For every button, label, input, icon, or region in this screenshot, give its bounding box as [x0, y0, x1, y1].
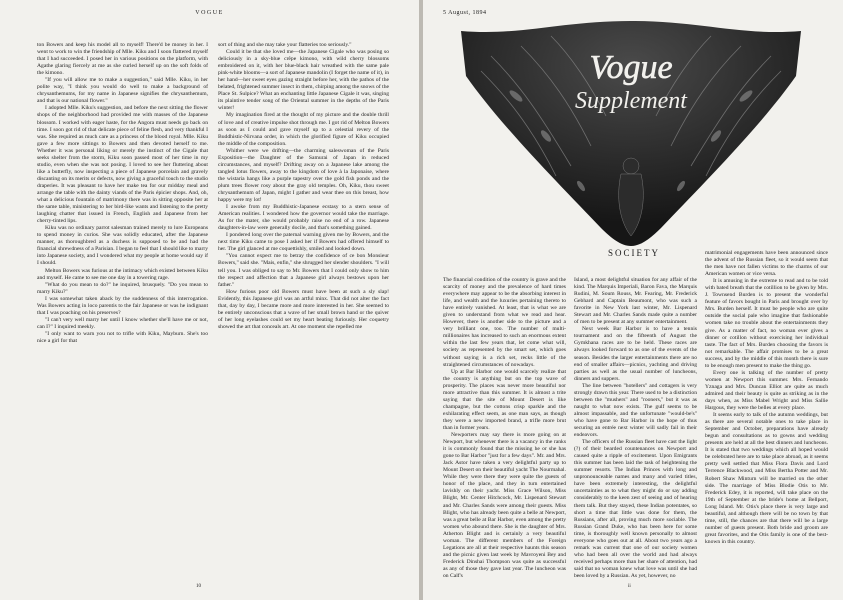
right-column-3: [705, 250, 828, 582]
paragraph: I was somewhat taken aback by the suddenness of this interrogation. Was Bowers acting in loco parentis to the fair Japanese or was he indignant that I was poaching on his preserves?: [37, 295, 208, 316]
section-title: SOCIETY: [608, 248, 660, 258]
paragraph: The financial condition of the country is grave and the scarcity of money and the prevalence of hard times everywhere may appear to be the absorbing interest in life, and wealth and the luxuries pertaining thereto to have entirely vanished. At least, that is what we are given to understand from what we read and hear. However, there is another side to the picture and a very brilliant one, too. The number of multi-millionaires has increased to such an enormous extent within the last few years that, let come what will, society as represented by the smart set, which goes without saying is a rich set, recks little of the straightened circumstances of nowadays.: [443, 277, 566, 368]
running-head: VOGUE: [195, 10, 224, 16]
paragraph: Every one is talking of the number of pretty women at Newport this summer. Mrs. Fernando Yznaga and Mrs. Duncan Elliot are quite as much admired and their beauty is quite as striking as in the days when, as Miss Mabel Wright and Miss Sallie Hargous, they were the belles at every place.: [705, 369, 828, 412]
paragraph: Next week Bar Harbor is to have a tennis tournament and on the fifteenth of August the Gymkhana races are to be held. These races are always looked forward to as one of the events of the season. Besides the larger entertainments there are no end of smaller affairs—picnics, yachting and driving parties as well as the usual number of luncheons, dinners and suppers.: [574, 326, 697, 382]
paragraph: Up at Bar Harbor one would scarcely realize that the country is anything but on the top wave of prosperity. The places was never more beautiful nor more attractive than this summer. It is almost a trite saying that the site of Mount Desert is like champagne, but the cottons crisp sparkle and the exhilarating effect seem, as one man says, as though they were a new imported brand, a trifle more brut than in former years.: [443, 368, 566, 431]
supplement-banner-illustration: [461, 16, 801, 251]
paragraph: The officers of the Russian fleet have cast the light (?) of their bearded countenances on Newport and caused quite a ripple of excitement. Upon Emigrants this summer has been laid the task of heightening the summer resorts. The Indian Princes with long and unpronounceable names and many and varied titles, have been extremely interesting, the delightful uncertainties as to what they might do or say adding considerably to the keen zest of seeing and of hearing them talk. But they stayed, these Indian potentates, so short a time that little was done for them, the Russians, after all, proving much more sociable. The Russian Grand Duke, who has been here for some time, is thoroughly well known personally to almost everyone who goes out at all. About two years ago a remark was current that one of our society women who had been all over the world and had always received perhaps more than her share of attention, had said that no woman knew what love was until she had been loved by a Russian. As yet, however, no: [574, 439, 697, 579]
paragraph: matrimonial engagements have been announced since the advent of the Russian fleet, so it would seem that the men have not fallen victims to the charms of our American women or vice versa.: [705, 250, 828, 278]
paragraph: It is amusing in the extreme to read and to be told with bated breath that the cotillion to be given by Mrs. J. Townsend Burden is to present the wonderful feature of favors bought in Paris and brought over by Mrs. Burden herself. It must be people who are quite outside the social pale who imagine that fashionable women take no trouble about the entertainments they give. As a matter of fact, no woman ever gives a dinner or cotillon without exercising her individual taste. The fact of Mrs. Burden choosing the favors is not remarkable. The affair promises to be a great success, and by the middle of this month there is sure to be enough men present to make the thing go.: [705, 278, 828, 369]
right-column-1: [443, 277, 566, 582]
left-page: [0, 0, 419, 600]
paragraph: sort of thing and she may take your flatteries too seriously.": [218, 42, 352, 48]
paragraph: Melton Bowers was furious at the intimacy which existed between Kiku and myself. He came to see me one day in a towering rage.: [37, 267, 208, 281]
supplement-text: Supplement: [575, 88, 687, 114]
paragraph: "You cannot expect me to betray the confidence of ce bon Monsieur Bowers," said she. "Mais, enfin," she shrugged her slender shoulders. "I will tell you. I was obliged to say to Mr. Bowers that I could only show to him the respect and affection that a Japanese girl always bestows upon her father.": [218, 253, 389, 288]
page-number: ii: [628, 584, 631, 589]
paragraph: Kiku was no ordinary parrot salesman trained merely to lure Europeans to spend money in curios. She was solidly educated, after the Japanese manner, as thoroughbred as a duchess is supposed to be and had the financial shrewdness of a Parisian. I began to feel that I should like to marry into Japanese society, and I wondered what my people at home would say if I should.: [37, 225, 208, 267]
right-column-2: [574, 277, 697, 582]
left-column-2: [218, 42, 389, 582]
right-page: [423, 0, 843, 600]
paragraph: I awoke from my Buddhistic-Japanese ecstasy to a stern sense of American realities. I wondered how the governor would take the marriage. As for the mater, she would probably raise no end of a row. Japanese daughters-in-law were generally docile, and that's something gained.: [218, 204, 389, 232]
paragraph: Could it be that she loved me—the Japanese Cigale who was posing so deliciously in a sky-blue crêpe kimono, with wild cherry blossoms embroidered on it, with her blue-black hair wreathed with the same pale pink-white blooms—a sort of Japanese mandolin (I forget the name of it), in her hand—her sweet eyes gazing straight before her, with the pathos of the belated, frightened summer insect in them, chirping among the snows of the Place St. Sulpice? What an enchanting little Japanese Cigale it was, singing its plaintive tender song of the Oriental summer in the depths of the Paris winter!: [218, 49, 389, 112]
masthead-text: Vogue: [589, 49, 673, 86]
paragraph: I pondered long over the paternal warning given me by Bowers, and the next time Kiku came to pose I asked her if Bowers had offered himself to her. The girl glanced at me coquettishly, smiled and looked down.: [218, 232, 389, 253]
paragraph: "If you will allow me to make a suggestion," said Mlle. Kiku, in her polite way, "I think you would do well to make a background of chrysanthemums, for my name in Japanese signifies the chrysanthemum, and that is our national flower.": [37, 77, 208, 105]
issue-date: 5 August, 1894: [443, 10, 487, 16]
paragraph: It seems early to talk of the autumn weddings, but as there are several notable ones to take place in September and October, preparations have already begun and consultations as to gowns and wedding presents are held at all the best dinners and luncheons. It is stated that two weddings which all hoped would be celebrated here are to take place abroad, as it seems pretty well settled that Miss Flora Davis and Lord Terrence Blackwood, and Miss Bertha Potter and Mr. Robert Shaw Minturn will be married on the other side. The marriage of Miss Blodie Otis to Mr. Frederick Edey, it is reported, will take place on the 19th of September at the bride's home at Bellport, Long Island. Mr. Otis's place there is very large and beautiful, and although there will be no town by that time, still, the chances are that there will be a large number of guests present. Both bride and groom are great favorites, and the Otis family is one of the best-known in this country.: [705, 412, 828, 545]
paragraph: Newporters may say there is more going on at Newport, but whenever there is a vacancy in the ranks it is commonly found that the missing he or she has gone to Bar Harbor "just for a few days". Mr. and Mrs. Jack Astor have taken a very delightful party up to Mount Desert on their beautiful yacht The Nourmahal. While they were there they were quite the guests of honor of the place, and they in turn entertained lavishly on their yacht. Miss Grace Wilson, Miss Blight, Mr. Center Hitchcock, Mr. Lispenard Stewart and Mr. Charles Sands were among their guests. Miss Blight, who has already been quite a belle at Newport, was a great belle at Bar Harbor, even among the pretty women who abound there. She is the daughter of Mrs. Atherton Blight and is certainly a very beautiful woman. The different members of the Foreign Legations are all at their respective haunts this season and the picnic given last week by Mavroyeni Bey and Frederick Dinshai Thompson was quite as successful as any of those they gave last year. The luncheon was on Calf's: [443, 432, 566, 579]
paragraph: "What do you mean to do?" he inquired, brusquely. "Do you mean to marry Kiku?": [37, 281, 208, 295]
page-number: 10: [196, 584, 201, 589]
paragraph: My imagination fired at the thought of my picture and the double thrill of love and of creative impulse shot through me. I got rid of Melton Bowers as soon as I could and gave myself up to a celestial revery of the Buddhistic-Nirvana order, in which the glorified figure of Kiku occupied the middle of the composition.: [218, 112, 389, 147]
paragraph: "I only want to warn you not to trifle with Kiku, Mayburn. She's too nice a girl for that: [37, 330, 208, 344]
paragraph: How furious poor old Bowers must have been at such a sly slap! Evidently, this Japanese girl was an artful minx. That did not alter the fact that, day by day, I became more and more interested in her. She seemed to be entirely unconscious that a wave of her small brown hand or the quiver of her long eyelashes could set my heart beating furiously. Her coquetry showed the art that conceals art. At one moment she repelled me: [218, 288, 389, 330]
left-column-1: [37, 42, 208, 582]
paragraph: I adopted Mlle. Kiku's suggestion, and before the next sitting the flower shops of the neighborhood had provided me with masses of the Japanese blossom. I worked with eager haste, for the Angora must needs go back on time. I soon got rid of that delicate piece of feline flesh, and very thankful I was. She required as much care as a princess of the blood royal. Mlle. Kiku gave a few more sittings to Bowers and then devoted herself to me. Whether it was personal liking or merely the instinct of the Cigale that seeks shelter from the storm, Kiku soon passed most of her time in my studio, even when she was not posing. I loved to see her fluttering about like a butterfly, now inspecting a piece of Japanese porcelain and gravely discanting on its merits or defects, now giving a graceful touch to the studio draperies. It was pleasant to have her make tea for our midday meal and arrange the table with the dainty viands of the Paris épicier shops. And, oh, what a delicious fountain of matrimony there was in sitting opposite her at the same table, ministering to her bird-like wants and listening to the pretty laughing chatter that issued in French, English and Japanese from her cherry-tinted lips.: [37, 105, 208, 225]
paragraph: Whither were we drifting—the charming saleswoman of the Paris Exposition—the Daughter of the Samurai of Japan in reduced circumstances, and myself? Drifting away on a Japanese lake among the tangled lotus flowers, away to the kingdom of love à la Japonaise, where the wistaria hangs like a purple tapestry over the gold fish ponds and the plum trees flower rosy about the gray old temples. Oh, Kiku, thou sweet chrysanthemum of Japan, might I gather and wear thee on this breast, how happy were my lot!: [218, 147, 389, 204]
paragraph: The line between "hotellers" and cottagers is very strongly drawn this year. There used to be a distinction between the "mushers" and "rooners," but it was as naught to what now exists. The gulf seems to be almost impassable, and the unfortunate "would-be's" who have gone to Bar Harbor in the hope of thus securing an entrée next winter will sadly fail in their endeavors.: [574, 382, 697, 439]
paragraph: ton Bowers and keep his model all to myself! There'd be money in her. I went to work to win the friendship of Mlle. Kiku and I soon flattered myself that I had succeeded. I posed her in various positions on the platform, with Agathe glaring fiercely at me as she curled herself up on the soft folds of the kimono.: [37, 42, 208, 77]
paragraph: "I can't very well marry her until I know whether she'll have me or not, can I?" I inquired meekly.: [37, 316, 208, 330]
paragraph: Island, a most delightful situation for any affair of the kind. The Marquis Imperiali, Baron Fava, the Marquis Rudini, M. Soum Rouss, Mr. Fearing, Mr. Frederick Gebhard and Captain Beaumont, who was such a favorite in New York last winter, Mr. Lispenard Stewart and Mr. Charles Sands made quite a number of men to be present at any summer entertainment.: [574, 277, 697, 326]
